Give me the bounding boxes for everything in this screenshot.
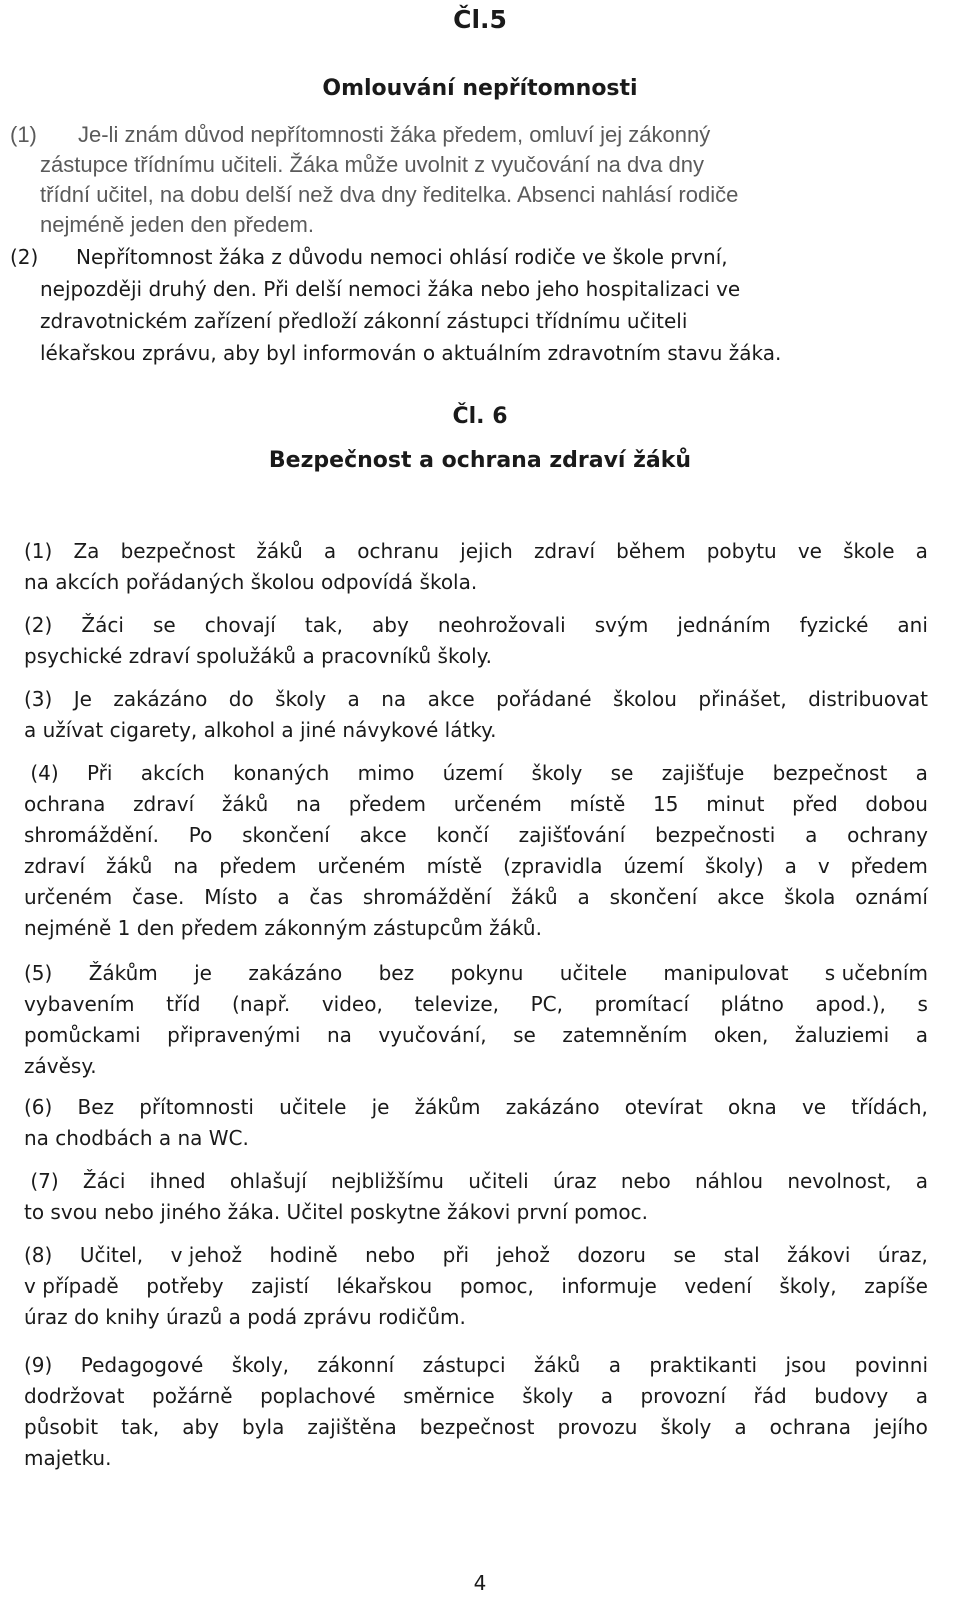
word: čas [309,885,344,909]
a5-p1-line-2: zástupce třídnímu učiteli. Žáka může uvolnit z vyučování na dva dny [40,152,704,177]
word: se [610,761,634,785]
word: Učitel, [79,1243,144,1267]
word: zajišťuje [661,761,745,785]
word: přítomnosti [139,1095,254,1119]
word: zajišťování [518,823,626,847]
word: jejího [874,1415,928,1439]
word: území [442,761,504,785]
word: zdraví [133,792,195,816]
word: (7) [24,1169,59,1193]
word: třídách, [851,1095,928,1119]
word: žákům [414,1095,481,1119]
word: tak, [304,613,343,637]
word: akcích [140,761,205,785]
a6-p9-line-2 [24,1381,928,1411]
word: ihned [149,1169,206,1193]
word: a [915,761,928,785]
word: jehož [496,1243,550,1267]
a5-p1-prefix: (1) [10,122,37,147]
word: a [323,539,337,563]
word: předem [348,792,426,816]
a6-p4-line-5 [24,882,928,912]
word: shromáždění. [24,823,159,847]
word: akce [427,687,475,711]
word: žáků [533,1353,581,1377]
word: a [915,1384,928,1408]
word: území [623,854,684,878]
word: ohlašují [229,1169,307,1193]
word: otevírat [624,1095,703,1119]
a6-p7-line-1 [24,1166,928,1196]
word: vyučování, [378,1023,487,1047]
word: (např. [232,992,291,1016]
word: stal [723,1243,760,1267]
a5-p2-prefix: (2) [10,245,39,269]
word: pobytu [706,539,777,563]
word: předem [850,854,928,878]
word: Místo [204,885,258,909]
word: se [513,1023,536,1047]
word: Žáci [81,613,124,637]
word: na [326,1023,352,1047]
word: okna [728,1095,777,1119]
word: zajištěna [307,1415,397,1439]
word: a [577,885,590,909]
word: televize, [414,992,499,1016]
word: na [381,687,407,711]
word: čase. [132,885,185,909]
word: zatemněním [562,1023,688,1047]
word: (2) [24,613,53,637]
word: chovají [204,613,276,637]
word: jejich [460,539,513,563]
word: a [277,885,290,909]
word: učitele [559,961,628,985]
word: na [173,854,199,878]
word: Za [73,539,100,563]
word: nejbližšímu [331,1169,444,1193]
a5-p2-line-1: Nepřítomnost žáka z důvodu nemoci ohlásí rodiče ve škole první, [76,245,728,269]
word: vedení [684,1274,752,1298]
a6-p4-line-3 [24,820,928,850]
word: provozní [640,1384,727,1408]
word: školy [531,761,583,785]
word: potřeby [146,1274,224,1298]
word: (8) [24,1243,53,1267]
a6-p5-line-3 [24,1020,928,1050]
a6-p4-line-4 [24,851,928,881]
word: Bez [77,1095,115,1119]
word: učiteli [468,1169,529,1193]
word: tříd [166,992,201,1016]
article-6-number: Čl. 6 [452,404,508,429]
word: a [915,1023,928,1047]
word: pokynu [450,961,524,985]
word: pomoc, [459,1274,534,1298]
article-6-title: Bezpečnost a ochrana zdraví žáků [268,448,692,473]
word: zakázáno [248,961,343,985]
word: (5) [24,961,53,985]
word: je [371,1095,390,1119]
word: školy [275,687,327,711]
word: (3) [24,687,53,711]
word: Při [86,761,113,785]
word: bezpečnost [120,539,236,563]
word: oken, [713,1023,769,1047]
word: a [734,1415,747,1439]
word: a [915,1169,928,1193]
word: školou [612,687,677,711]
word: končí [436,823,489,847]
a5-p2-line-2: nejpozději druhý den. Při delší nemoci žáka nebo jeho hospitalizaci ve [40,277,741,301]
word: v jehož [170,1243,243,1267]
word: a [915,539,928,563]
word: informuje [561,1274,657,1298]
word: neohrožovali [437,613,566,637]
word: do [228,687,254,711]
word: ochranu [357,539,440,563]
word: (6) [24,1095,53,1119]
word: se [152,613,176,637]
word: Žáci [82,1169,126,1193]
word: školy [522,1384,574,1408]
word: školy, [231,1353,290,1377]
word: oznámí [855,885,928,909]
word: zakázáno [113,687,208,711]
word: video, [321,992,383,1016]
word: na [296,792,321,816]
a6-p8-line-2 [24,1271,928,1301]
word: škola [784,885,836,909]
word: akce [717,885,765,909]
word: (zpravidla [503,854,603,878]
word: žáků [106,854,153,878]
word: (9) [24,1353,53,1377]
word: místě [426,854,483,878]
word: praktikanti [649,1353,758,1377]
a6-p4-line-2 [24,789,928,819]
word: PC, [530,992,563,1016]
word: provozu [557,1415,638,1439]
word: se [673,1243,697,1267]
word: bezpečnost [772,761,888,785]
a6-p2-line-2: psychické zdraví spolužáků a pracovníků školy. [24,644,492,668]
word: ochrany [847,823,928,847]
word: apod.), [815,992,886,1016]
word: a [347,687,360,711]
word: žákovi [787,1243,851,1267]
word: budovy [814,1384,889,1408]
word: Žákům [88,961,158,985]
a6-p8-line-3: úraz do knihy úrazů a podá zprávu rodičům. [24,1305,466,1329]
word: minut [706,792,765,816]
word: v případě [24,1274,119,1298]
word: a [608,1353,621,1377]
word: s učebním [824,961,928,985]
word: pořádané [496,687,592,711]
word: akce [359,823,407,847]
a6-p1-line-1 [24,536,928,566]
word: plátno [720,992,784,1016]
word: úraz [552,1169,597,1193]
a6-p4-line-6: nejméně 1 den předem zákonným zástupcům žáků. [24,916,542,940]
word: Je [73,687,92,711]
word: přinášet, [698,687,787,711]
word: a [600,1384,613,1408]
word: poplachové [260,1384,376,1408]
word: určeném [453,792,542,816]
a6-p6-line-2: na chodbách a na WC. [24,1126,249,1150]
word: hodině [269,1243,338,1267]
word: fyzické [799,613,869,637]
word: dobou [865,792,928,816]
word: školy [660,1415,712,1439]
a6-p7-line-2: to svou nebo jiného žáka. Učitel poskytne žákovi první pomoc. [24,1200,648,1224]
a6-p1-line-2: na akcích pořádaných školou odpovídá škola. [24,570,478,594]
word: Po [188,823,213,847]
word: učitele [279,1095,347,1119]
a6-p9-line-1 [24,1350,928,1380]
word: a [805,823,818,847]
a6-p3-line-2: a užívat cigarety, alkohol a jiné návykové látky. [24,718,497,742]
word: (1) [24,539,53,563]
word: úraz, [877,1243,928,1267]
word: nebo [365,1243,416,1267]
word: bezpečnost [419,1415,535,1439]
word: vybavením [24,992,135,1016]
article-5-number: Čl.5 [453,5,507,34]
page-number: 4 [473,1571,487,1595]
word: Pedagogové [80,1353,204,1377]
word: určeném [24,885,113,909]
a6-p5-line-1 [24,958,928,988]
word: manipulovat [663,961,789,985]
word: žáků [256,539,303,563]
a5-p2-line-4: lékařskou zprávu, aby byl informován o aktuálním zdravotním stavu žáka. [40,341,782,365]
word: žáků [511,885,558,909]
word: s [917,992,928,1016]
word: jednáním [677,613,771,637]
word: zdraví [533,539,596,563]
word: je [194,961,212,985]
word: školy, [779,1274,837,1298]
a6-p3-line-1 [24,684,928,714]
word: řád [753,1384,787,1408]
word: ve [801,1095,827,1119]
word: lékařskou [336,1274,433,1298]
word: požárně [152,1384,233,1408]
a5-p2-line-3: zdravotnickém zařízení předloží zákonní zástupci třídnímu učiteli [40,309,688,333]
word: dodržovat [24,1384,125,1408]
word: promítací [594,992,690,1016]
word: skončení [242,823,330,847]
a6-p9-line-4: majetku. [24,1446,112,1470]
word: bezpečnosti [655,823,776,847]
a5-p1-line-4: nejméně jeden den předem. [40,212,314,237]
word: náhlou [695,1169,764,1193]
word: působit [24,1415,99,1439]
word: pomůckami [24,1023,141,1047]
word: bez [378,961,415,985]
word: skončení [609,885,698,909]
a6-p6-line-1 [24,1092,928,1122]
word: žáků [221,792,269,816]
a5-p1-line-1: Je-li znám důvod nepřítomnosti žáka předem, omluví jej zákonný [78,122,711,147]
word: konaných [233,761,330,785]
word: školy) [704,854,764,878]
word: distribuovat [808,687,928,711]
word: žaluziemi [794,1023,890,1047]
word: svým [594,613,649,637]
word: a [784,854,797,878]
word: nebo [620,1169,671,1193]
word: ochrana [769,1415,851,1439]
a6-p9-line-3 [24,1412,928,1442]
a5-p1-line-3: třídní učitel, na dobu delší než dva dny ředitelka. Absenci nahlásí rodiče [40,182,739,207]
word: nevolnost, [787,1169,892,1193]
word: jsou [785,1353,827,1377]
word: během [616,539,686,563]
word: škole [843,539,895,563]
word: mimo [357,761,415,785]
word: ani [897,613,928,637]
word: zakázáno [505,1095,600,1119]
word: ve [797,539,822,563]
word: připravenými [167,1023,301,1047]
a6-p5-line-2 [24,989,928,1019]
word: zákonní [317,1353,395,1377]
word: aby [182,1415,219,1439]
word: tak, [121,1415,160,1439]
word: shromáždění [362,885,492,909]
a6-p8-line-1 [24,1240,928,1270]
word: určeném [317,854,406,878]
word: 15 [653,792,679,816]
word: dozoru [577,1243,646,1267]
word: místě [569,792,626,816]
word: byla [242,1415,285,1439]
word: (4) [24,761,59,785]
a6-p4-line-1 [24,758,928,788]
word: zástupci [422,1353,506,1377]
a6-p5-line-4: závěsy. [24,1054,97,1078]
word: v [817,854,830,878]
word: zapíše [864,1274,928,1298]
word: předem [219,854,297,878]
word: před [792,792,838,816]
word: povinni [854,1353,928,1377]
word: zdraví [24,854,86,878]
a6-p2-line-1 [24,610,928,640]
word: zajistí [251,1274,309,1298]
word: ochrana [24,792,106,816]
word: při [442,1243,470,1267]
word: aby [372,613,409,637]
article-5-title: Omlouvání nepřítomnosti [322,76,638,101]
word: směrnice [403,1384,495,1408]
